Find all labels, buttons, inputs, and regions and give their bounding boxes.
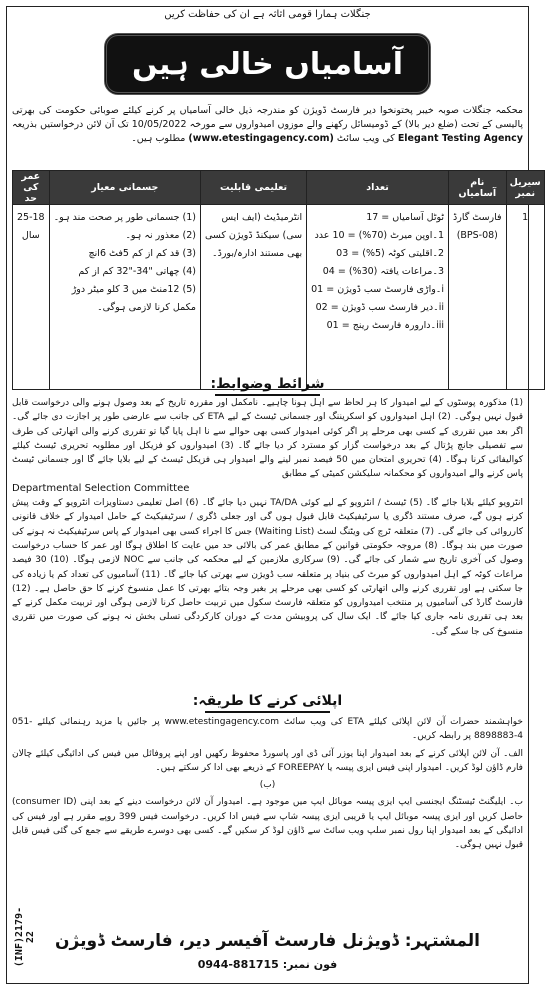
contact-phone (0, 958, 535, 971)
terms-text-b: انٹرویو کیلئے بلایا جائے گا۔ (5) ٹیسٹ / انٹرویو کے لیے کوئی TA/DA نہیں دیا جائے گا۔ (6) اصل تعلیمی دستاویزات انٹرویو کے وقت پیش کرنے ہوں گے، صرف مستند ڈگری یا سرٹیفیکیٹ قابل قبول ہوں گی اور جعلی ڈگری / سرٹیفیکیٹ کے حامل امیدوار کے خلاف قانونی کارروائی کی جائے گی۔ (7) متعلقہ ٹرچ کی ویٹنگ لسٹ (Waiting List) جس کا اجراء کسی بھی امیدوار کے پاس سرٹیفیکیٹ نہ ہونے کی صورت میں بند ہوگا۔ (8) مروجہ حکومتی قوانین کے مطابق عمر کی بالائی حد میں عایت کا اطلاق ہوگا اور عمر کا حساب درخواست وصول کی آخری تاریخ سے شمار کی جائے گی۔ (9) سرکاری ملازمین کے لیے محکمہ کی جانب سے NOC لازمی ہوگا۔ (10) 30 فیصد مراعات کوٹہ کے اہل امیدواروں کو میرٹ کی بنیاد پر متعلقہ سب ڈویژن سے بھرتی کیا جائے گا۔ (11) آسامیوں کی تعداد کم یا زیادہ کی جا سکتی ہے اور تقرری کرنے والی اتھارٹی کو کسی بھی مرحلے پر بغیر وجہ بتائے بھرتی کا عمل منسوخ کرنے کا حق حاصل ہے۔ (12) فارسٹ گارڈ کی آسامیوں پر منتخب امیدواروں کو متعلقہ فارسٹ سکول میں تربیت حاصل کرنا لازمی ہوگی اور تربیت مکمل کرنے کے بعد ہی تقرری نامہ جاری کیا جائے گا۔ ایک سال کی پروبیشن مدت کے دوران کارکردگی تسلی بخش نہ ہونے کی صورت میں تقرری منسوخ کی جا سکے گی۔ (12, 498, 524, 637)
apply-marker: (ب) (259, 780, 276, 791)
quantity-line: 1۔اوپن میرٹ (70%) = 10 عدد (314, 230, 445, 241)
intro-text-c: مطلوب ہیں۔ (131, 133, 186, 144)
post-name: فارسٹ گارڈ (453, 212, 502, 223)
header-age-limit: عمر کی حد (13, 171, 50, 205)
quantity-line: ٹوٹل آسامیاں = 17 (366, 212, 445, 223)
phone-number: 0944-881715 (197, 958, 279, 971)
apply-text-2: الف۔ آن لائن اپلائی کرنے کے بعد امیدوار اپنا یوزر آئی ڈی اور پاسورڈ محفوظ رکھیں اور اپنے پروفائل میں فیس کی ادائیگی کیلئے چالان فارم ڈاؤن لوڈ کریں۔ امیدوار اپنی فیس ایزی پیسہ یا (12, 748, 523, 773)
terms-heading: شرائط وضوابط: (210, 376, 325, 392)
apply-paragraph-2 (12, 747, 523, 776)
physical-line: (2) معذور نہ ہو۔ (125, 230, 196, 241)
age-range: 25-18 (17, 212, 45, 223)
intro-paragraph (12, 104, 523, 146)
header-physical-standard: جسمانی معیار (49, 171, 200, 205)
phone-label: فون نمبر: (282, 958, 338, 971)
payment-method: FOREEPAY (278, 762, 325, 773)
quantity-cell (307, 205, 449, 390)
education-line: سی) سیکنڈ ڈویژن کسی (204, 230, 303, 241)
vacancy-table (12, 170, 545, 390)
apply-text-3a: ب۔ ایلیگنٹ ٹیسٹنگ ایجنسی ایپ ایزی پیسہ موبائل ایپ میں موجود ہے۔ امیدوار آن لائن درخواست دینے کے بعد اپنی (80, 797, 523, 808)
quantity-line: 3۔مراعات یافتہ (30%) = 04 (322, 266, 445, 277)
consumer-id-label: (consumer ID) (12, 797, 77, 808)
apply-heading: اپلائی کرنے کا طریقہ: (192, 693, 343, 709)
eta-website-link[interactable]: www.etestingagency.com (164, 717, 280, 727)
apply-body (12, 715, 523, 856)
physical-line: (5) 12منٹ میں 3 کلو میٹر دوڑ (71, 284, 196, 295)
quantity-line: ii۔دیر فارسٹ سب ڈویژن = 02 (315, 302, 445, 313)
intro-text-b: کی ویب سائٹ (336, 133, 395, 144)
apply-paragraph-1 (12, 715, 523, 744)
apply-text-2b: کے ذریعے بھی ادا کر سکتے ہیں۔ (155, 762, 276, 773)
physical-line: مکمل کرنا لازمی ہوگی۔ (97, 302, 196, 313)
quantity-line: i۔واڑی فارسٹ سب ڈویژن = 01 (311, 284, 445, 295)
header-quantity: تعداد (307, 171, 449, 205)
quantity-line: 2۔اقلیتی کوٹہ (5%) = 03 (336, 248, 445, 259)
physical-standard-cell (49, 205, 200, 390)
page-title-banner (104, 33, 431, 95)
apply-text-3b: حاصل کریں اور ایزی پیسہ موبائل ایپ یا قریبی ایزی پیسہ شاپ سے فیس ادا کریں۔ درخواست فیس 399 روپے مقرر ہے اور فیس کی ادائیگی کے بعد امیدوار اپنا رول نمبر سلپ ویب سائٹ سے ڈاؤن لوڈ کر سکیں گے۔ کسی بھی دوسرے طریقے سے جمع کی گئی فیس قابل قبول نہیں ہوگی۔ (12, 811, 523, 851)
serial-cell (506, 205, 544, 390)
page-title: آسامیاں خالی ہیں (132, 46, 403, 82)
terms-text-a: (1) مذکورہ پوسٹوں کے لیے امیدوار کا ہر لحاظ سے اہل ہونا چاہیے۔ نامکمل اور مقررہ تاریخ کے بعد وصول ہونے والی درخواست قابل قبول نہیں ہوگی۔ (2) اہل امیدواروں کو اسکریننگ اور جسمانی ٹیسٹ کے لیے ETA کی جانب سے عارضی طور پر اجازت دی جائے گی۔ اگر بعد میں تقرری کے کسی بھی مرحلے پر اگر کوئی امیدوار کسی بھی حوالے سے نا اہل پایا گیا تو تقرری کرنے والی اتھارٹی کی طرف سے تفصیلی جانچ پڑتال کے بعد درخواست گزار کو مسترد کر دیا جائے گا۔ (3) امیدواروں کو فزیکل اور مطلوبہ تحریری ٹیسٹ کیلئے کوالیفائی کرنا ہوگا۔ (4) تحریری امتحان میں 50 فیصد نمبر لینے والے امیدوار ہی فزیکل ٹیسٹ کے لیے بلایا جائے گا اور جسمانی ٹیسٹ پاس کرنے والے امیدواروں کو محکمانہ سلیکشن کمیٹی کے مطابق (12, 398, 523, 480)
intro-text-a: محکمہ جنگلات صوبہ خیبر پختونخوا دیر فارسٹ ڈویژن کو مندرجہ ذیل خالی آسامیاں پر کرنے کیلئے صوبائی حکومت کی بھرتی پالیسی کے تحت (ضلع دیر بالا) کے ڈومیسائل رکھنے والے موزوں امیدواروں سے مورخہ 10/05/2022 تک آن لائن درخواستیں بذریعہ (12, 105, 523, 130)
helpline-number: 051-8898883-4 (12, 717, 523, 742)
apply-text-1c: پر رابطہ کریں۔ (411, 731, 472, 742)
quantity-line: iii۔دارورہ فارسٹ رینج = 01 (326, 320, 445, 331)
header-education: تعلیمی قابلیت (200, 171, 306, 205)
advertiser-line: المشتہر: ڈویژنل فارسٹ آفیسر دیر، فارسٹ ڈویژن (55, 931, 480, 951)
post-grade: (BPS-08) (456, 230, 498, 241)
serial-number: 1 (522, 212, 529, 223)
education-cell (200, 205, 306, 390)
apply-paragraph-3 (12, 795, 523, 852)
header-post-name: نام آسامیاں (449, 171, 507, 205)
post-name-cell (449, 205, 507, 390)
agency-website-link[interactable]: (www.etestingagency.com) (188, 133, 334, 144)
header-serial: سیریل نمبر (506, 171, 544, 205)
selection-committee-label: Departmental Selection Committee (12, 482, 190, 494)
apply-text-1a: خواہشمند حضرات آن لائن اپلائی کیلئے ETA کی ویب سائٹ (283, 717, 523, 727)
physical-line: (3) قد کم از کم 5فٹ 6انچ (88, 248, 196, 259)
physical-line: (1) جسمانی طور پر صحت مند ہو۔ (53, 212, 196, 223)
advertisement-code: (INF)2179-22 (14, 906, 36, 968)
apply-text-1b: پر جائیں یا مزید رہنمائی کیلئے (37, 717, 160, 727)
physical-line: (4) چھاتی "34-"32 کم از کم (78, 266, 196, 277)
age-unit: سال (21, 230, 40, 241)
education-line: انٹرمیڈیٹ (ایف ایس (221, 212, 303, 223)
slogan: جنگلات ہمارا قومی اثاثہ ہے ان کی حفاظت کریں (164, 9, 371, 20)
age-limit-cell (13, 205, 50, 390)
table-row (13, 205, 545, 390)
apply-heading-underline (205, 711, 330, 713)
education-line: بھی مستند ادارہ/بورڈ۔ (212, 248, 303, 259)
vacancy-table-header-row (13, 171, 545, 205)
terms-body (12, 396, 523, 639)
testing-agency-name: Elegant Testing Agency (397, 133, 523, 144)
